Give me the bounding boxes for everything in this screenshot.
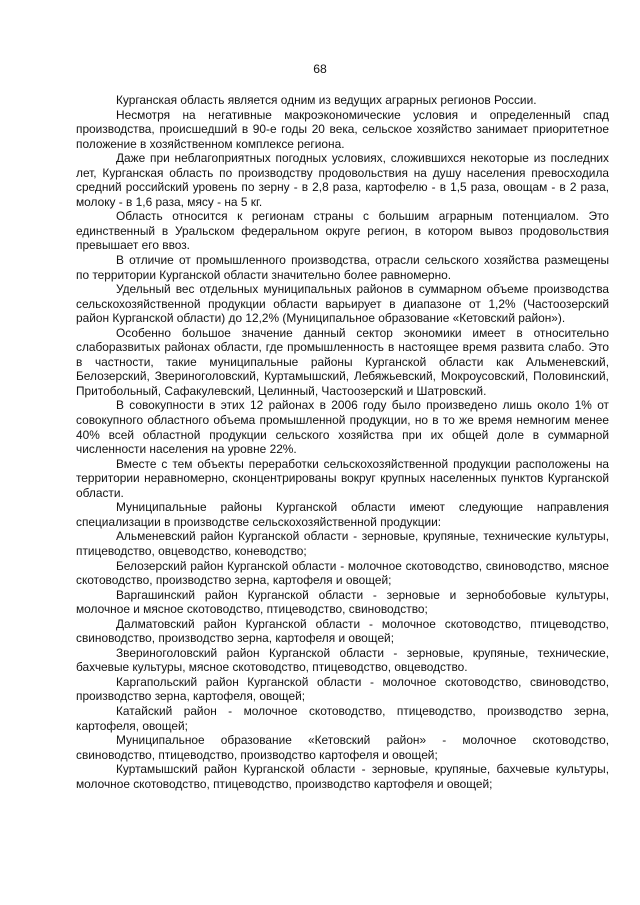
paragraph: Курганская область является одним из ведущих аграрных регионов России. — [116, 93, 537, 107]
paragraph: Муниципальные районы Курганской области имеют следующие направления специализации в производстве сельскохозяйственной продукции: — [76, 500, 609, 529]
list-item: Куртамышский район Курганской области - зерновые, крупяные, бахчевые культуры, молочное скотоводство, птицеводство, производство картофеля и овощей; — [76, 762, 609, 791]
page-number: 68 — [313, 62, 327, 76]
paragraph: Особенно большое значение данный сектор экономики имеет в относительно слаборазвитых районах области, где промышленность в настоящее время развита слабо. Это в частности, такие муниципальные районы Курганской области как Альменевский, Белозерский, Звериноголовский, Куртамышский, Лебяжьевский, Мокроусовский, Половинский, Притобольный, Сафакулевский, Целинный, Частоозерский и Шатровский. — [76, 325, 609, 398]
list-item: Катайский район - молочное скотоводство, птицеводство, производство зерна, картофеля, овощей; — [76, 703, 609, 733]
paragraph: Несмотря на негативные макроэкономические условия и определенный спад производства, происшедший в 90-е годы 20 века, сельское хозяйство занимает приоритетное положение в хозяйственном комплексе региона. — [76, 107, 609, 151]
paragraph: Область относится к регионам страны с большим аграрным потенциалом. Это единственный в Уральском федеральном округе регион, в котором вывоз продовольствия превышает его ввоз. — [76, 209, 609, 253]
list-item: Далматовский район Курганской области - молочное скотоводство, птицеводство, свиноводство, производство зерна, картофеля и овощей; — [76, 616, 609, 646]
paragraph: В отличие от промышленного производства, отрасли сельского хозяйства размещены по территории Курганской области значительно более равномерно. — [76, 253, 609, 282]
paragraph: Даже при неблагоприятных погодных условиях, сложившихся некоторые из последних лет, Курганская область по производству продовольствия на душу населения превосходила средний российский уровень по зерну - в 2,8 раза, картофелю - в 1,5 раза, овощам - в 2 раза, молоку - в 1,6 раза, мясу - на 5 кг. — [76, 151, 609, 209]
paragraph: В совокупности в этих 12 районах в 2006 году было произведено лишь около 1% от совокупного областного объема промышленной продукции, но в то же время немногим менее 40% всей областной продукции сельского хозяйства при их общей доле в суммарной численности населения на уровне 22%. — [76, 398, 609, 457]
list-item: Варгашинский район Курганской области - зерновые и зернобобовые культуры, молочное и мясное скотоводство, птицеводство, свиноводство; — [76, 587, 609, 617]
paragraph: Удельный вес отдельных муниципальных районов в суммарном объеме производства сельскохозяйственной продукции области варьирует в диапазоне от 1,2% (Частоозерский район Курганской области) до 12,2% (Муниципальное образование «Кетовский район»). — [76, 282, 609, 326]
body-text — [76, 93, 609, 791]
paragraph: Вместе с тем объекты переработки сельскохозяйственной продукции расположены на территории неравномерно, сконцентрированы вокруг крупных населенных пунктов Курганской области. — [76, 456, 609, 500]
list-item: Каргапольский район Курганской области - молочное скотоводство, свиноводство, производство зерна, картофеля, овощей; — [76, 674, 609, 704]
list-item: Звериноголовский район Курганской области - зерновые, крупяные, технические, бахчевые культуры, мясное скотоводство, птицеводство, овцеводство. — [76, 645, 609, 675]
list-item: Муниципальное образование «Кетовский район» - молочное скотоводство, свиноводство, птицеводство, производство картофеля и овощей; — [76, 733, 609, 762]
list-item: Альменевский район Курганской области - зерновые, крупяные, технические культуры, птицеводство, овцеводство, коневодство; — [76, 529, 609, 558]
list-item: Белозерский район Курганской области - молочное скотоводство, свиноводство, мясное скотоводство, производство зерна, картофеля и овощей; — [76, 558, 609, 588]
